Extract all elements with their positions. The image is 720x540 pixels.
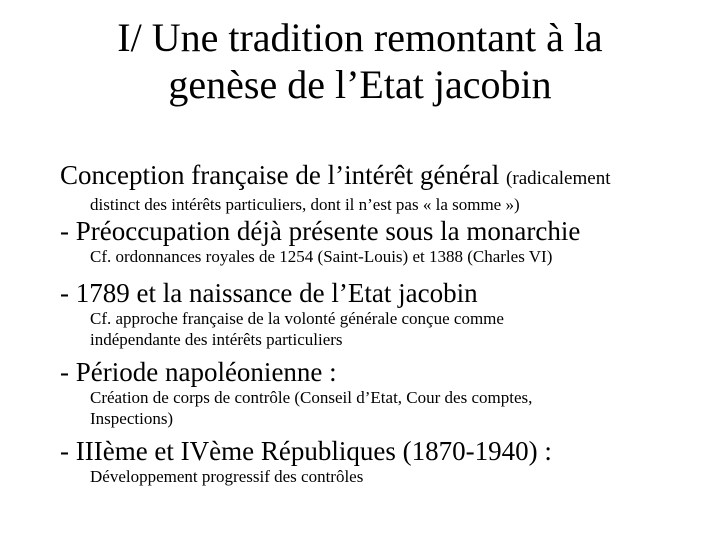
item-detail-line: Développement progressif des contrôles — [90, 467, 364, 486]
item-detail — [60, 194, 700, 215]
item-heading: Conception française de l’intérêt général — [60, 160, 500, 190]
item-heading-aside: (radicalement — [506, 168, 611, 189]
item-detail — [60, 308, 700, 350]
item-conception — [60, 160, 700, 215]
item-detail-line: distinct des intérêts particuliers, dont il n’est pas « la somme ») — [90, 195, 520, 214]
slide-title-line-2: genèse de l’Etat jacobin — [168, 62, 552, 107]
item-heading: - Période napoléonienne : — [60, 357, 337, 387]
item-heading: - Préoccupation déjà présente sous la monarchie — [60, 216, 581, 246]
item-detail-line: Cf. approche française de la volonté générale conçue comme — [90, 309, 504, 328]
item-detail-line: Création de corps de contrôle (Conseil d’Etat, Cour des comptes, — [90, 388, 533, 407]
item-detail — [60, 246, 700, 267]
slide-title — [40, 14, 680, 108]
item-monarchie — [60, 216, 700, 267]
item-detail-line: indépendante des intérêts particuliers — [90, 330, 343, 349]
item-republiques — [60, 436, 700, 487]
item-detail-line: Cf. ordonnances royales de 1254 (Saint-Louis) et 1388 (Charles VI) — [90, 247, 553, 266]
item-detail-line: Inspections) — [90, 409, 174, 428]
item-napoleon — [60, 357, 700, 429]
slide-title-line-1: I/ Une tradition remontant à la — [117, 15, 603, 60]
item-heading: - IIIème et IVème Républiques (1870-1940) : — [60, 436, 552, 466]
item-detail — [60, 387, 700, 429]
item-heading: - 1789 et la naissance de l’Etat jacobin — [60, 278, 478, 308]
item-detail — [60, 466, 700, 487]
item-1789 — [60, 278, 700, 350]
